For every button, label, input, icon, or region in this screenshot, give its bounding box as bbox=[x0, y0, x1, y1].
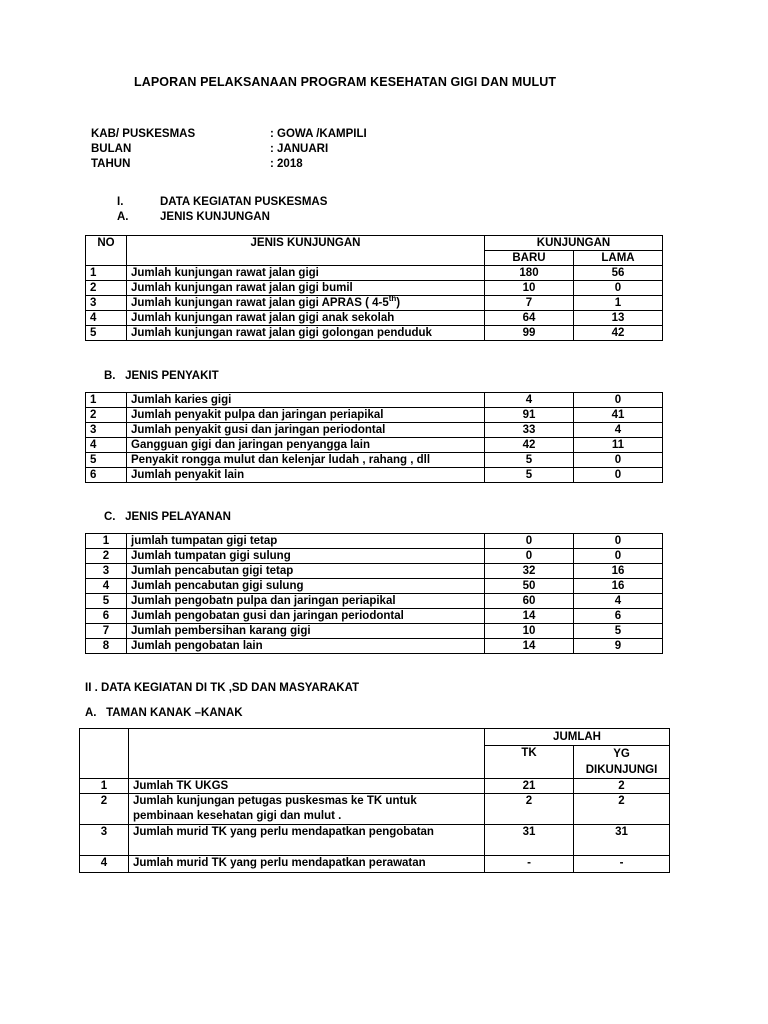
row-label bbox=[127, 296, 485, 311]
section-2-title: II . DATA KEGIATAN DI TK ,SD DAN MASYARAKAT bbox=[85, 682, 360, 694]
table-header-row bbox=[86, 236, 663, 251]
row-no: 4 bbox=[86, 311, 127, 326]
row-baru: 4 bbox=[485, 393, 574, 408]
table-header-row bbox=[80, 729, 670, 746]
row-baru: 0 bbox=[485, 534, 574, 549]
row-baru: 5 bbox=[485, 468, 574, 483]
row-label-text: Jumlah kunjungan rawat jalan gigi APRAS ( 4-5 bbox=[131, 297, 389, 309]
row-baru: 7 bbox=[485, 296, 574, 311]
section-b-title: B. JENIS PENYAKIT bbox=[104, 370, 219, 382]
table-row bbox=[86, 438, 663, 453]
table-row bbox=[86, 408, 663, 423]
row-no: 2 bbox=[86, 549, 127, 564]
table-row bbox=[86, 468, 663, 483]
header-kunjungan: KUNJUNGAN bbox=[485, 236, 663, 251]
table-row bbox=[86, 296, 663, 311]
row-label: Jumlah tumpatan gigi sulung bbox=[127, 549, 485, 564]
row-baru: 10 bbox=[485, 624, 574, 639]
table-row bbox=[86, 453, 663, 468]
row-lama: 5 bbox=[574, 624, 663, 639]
row-baru: 91 bbox=[485, 408, 574, 423]
table-row bbox=[86, 549, 663, 564]
row-label: Jumlah kunjungan rawat jalan gigi bumil bbox=[127, 281, 485, 296]
penyakit-table bbox=[85, 392, 663, 483]
row-label: Jumlah penyakit lain bbox=[127, 468, 485, 483]
row-label: Penyakit rongga mulut dan kelenjar ludah , rahang , dll bbox=[127, 453, 485, 468]
row-baru: 33 bbox=[485, 423, 574, 438]
header-empty-no bbox=[80, 729, 129, 779]
row-lama: 42 bbox=[574, 326, 663, 341]
row-label: Jumlah kunjungan rawat jalan gigi golongan penduduk bbox=[127, 326, 485, 341]
row-lama: 0 bbox=[574, 393, 663, 408]
row-lama: 0 bbox=[574, 281, 663, 296]
row-yg: 2 bbox=[574, 779, 670, 794]
row-lama: 9 bbox=[574, 639, 663, 654]
header-lama: LAMA bbox=[574, 251, 663, 266]
row-label-superscript: th bbox=[388, 295, 397, 304]
row-label-end: ) bbox=[396, 297, 401, 309]
section-tk-title: A. TAMAN KANAK –KANAK bbox=[85, 707, 243, 719]
table-row bbox=[86, 326, 663, 341]
row-label: jumlah tumpatan gigi tetap bbox=[127, 534, 485, 549]
row-lama: 41 bbox=[574, 408, 663, 423]
row-baru: 5 bbox=[485, 453, 574, 468]
row-no: 4 bbox=[80, 856, 129, 873]
row-no: 1 bbox=[86, 266, 127, 281]
row-baru: 14 bbox=[485, 639, 574, 654]
table-row bbox=[86, 281, 663, 296]
row-label: Jumlah penyakit gusi dan jaringan periodontal bbox=[127, 423, 485, 438]
row-no: 3 bbox=[86, 423, 127, 438]
row-label: Jumlah kunjungan rawat jalan gigi bbox=[127, 266, 485, 281]
table-row bbox=[86, 266, 663, 281]
header-jumlah: JUMLAH bbox=[485, 729, 670, 746]
info-label-puskesmas: KAB/ PUSKESMAS bbox=[91, 128, 196, 140]
row-lama: 16 bbox=[574, 564, 663, 579]
row-lama: 1 bbox=[574, 296, 663, 311]
row-baru: 32 bbox=[485, 564, 574, 579]
row-lama: 13 bbox=[574, 311, 663, 326]
row-baru: 10 bbox=[485, 281, 574, 296]
section-a-number: A. bbox=[117, 211, 129, 223]
row-lama: 0 bbox=[574, 549, 663, 564]
info-label-bulan: BULAN bbox=[91, 143, 132, 155]
row-baru: 50 bbox=[485, 579, 574, 594]
table-row bbox=[80, 856, 670, 873]
row-yg: - bbox=[574, 856, 670, 873]
section-1-title: DATA KEGIATAN PUSKESMAS bbox=[160, 196, 328, 208]
row-baru: 42 bbox=[485, 438, 574, 453]
row-label: Jumlah penyakit pulpa dan jaringan periapikal bbox=[127, 408, 485, 423]
row-label: Jumlah murid TK yang perlu mendapatkan pengobatan bbox=[129, 825, 485, 856]
row-tk: 31 bbox=[485, 825, 574, 856]
row-lama: 6 bbox=[574, 609, 663, 624]
header-yg-dikunjungi: YG DIKUNJUNGI bbox=[574, 746, 670, 779]
info-value-bulan: : JANUARI bbox=[270, 143, 329, 155]
row-lama: 56 bbox=[574, 266, 663, 281]
tk-table bbox=[79, 728, 670, 873]
row-no: 5 bbox=[86, 594, 127, 609]
table-row bbox=[86, 609, 663, 624]
row-label: Jumlah pengobatan gusi dan jaringan periodontal bbox=[127, 609, 485, 624]
row-label: Jumlah kunjungan rawat jalan gigi anak sekolah bbox=[127, 311, 485, 326]
table-row bbox=[86, 534, 663, 549]
section-a-title: JENIS KUNJUNGAN bbox=[160, 211, 270, 223]
row-lama: 0 bbox=[574, 534, 663, 549]
row-label: Jumlah kunjungan petugas puskesmas ke TK untuk pembinaan kesehatan gigi dan mulut . bbox=[129, 794, 485, 825]
row-lama: 16 bbox=[574, 579, 663, 594]
row-baru: 60 bbox=[485, 594, 574, 609]
row-label: Jumlah pengobatan lain bbox=[127, 639, 485, 654]
row-baru: 0 bbox=[485, 549, 574, 564]
table-row bbox=[86, 639, 663, 654]
row-tk: 21 bbox=[485, 779, 574, 794]
row-label: Jumlah pengobatn pulpa dan jaringan periapikal bbox=[127, 594, 485, 609]
info-label-tahun: TAHUN bbox=[91, 158, 131, 170]
row-no: 1 bbox=[80, 779, 129, 794]
row-tk: 2 bbox=[485, 794, 574, 825]
row-label: Jumlah pencabutan gigi tetap bbox=[127, 564, 485, 579]
table-row bbox=[86, 564, 663, 579]
table-row bbox=[86, 579, 663, 594]
row-baru: 14 bbox=[485, 609, 574, 624]
kunjungan-table bbox=[85, 235, 663, 341]
row-tk: - bbox=[485, 856, 574, 873]
row-label: Jumlah karies gigi bbox=[127, 393, 485, 408]
info-value-tahun: : 2018 bbox=[270, 158, 303, 170]
header-empty-label bbox=[129, 729, 485, 779]
row-no: 2 bbox=[86, 281, 127, 296]
row-no: 5 bbox=[86, 453, 127, 468]
row-no: 6 bbox=[86, 609, 127, 624]
table-row bbox=[80, 779, 670, 794]
row-no: 3 bbox=[86, 296, 127, 311]
row-no: 1 bbox=[86, 534, 127, 549]
pelayanan-table bbox=[85, 533, 663, 654]
row-no: 8 bbox=[86, 639, 127, 654]
info-value-puskesmas: : GOWA /KAMPILI bbox=[270, 128, 367, 140]
row-no: 6 bbox=[86, 468, 127, 483]
row-yg: 2 bbox=[574, 794, 670, 825]
row-lama: 4 bbox=[574, 423, 663, 438]
document-title: LAPORAN PELAKSANAAN PROGRAM KESEHATAN GIGI DAN MULUT bbox=[134, 75, 557, 89]
row-label: Jumlah pencabutan gigi sulung bbox=[127, 579, 485, 594]
row-no: 7 bbox=[86, 624, 127, 639]
row-no: 4 bbox=[86, 438, 127, 453]
row-no: 5 bbox=[86, 326, 127, 341]
row-no: 4 bbox=[86, 579, 127, 594]
row-yg: 31 bbox=[574, 825, 670, 856]
row-baru: 180 bbox=[485, 266, 574, 281]
row-no: 2 bbox=[80, 794, 129, 825]
row-label: Jumlah murid TK yang perlu mendapatkan perawatan bbox=[129, 856, 485, 873]
row-label: Jumlah pembersihan karang gigi bbox=[127, 624, 485, 639]
header-tk: TK bbox=[485, 746, 574, 779]
row-baru: 99 bbox=[485, 326, 574, 341]
table-row bbox=[86, 423, 663, 438]
row-lama: 0 bbox=[574, 468, 663, 483]
row-lama: 4 bbox=[574, 594, 663, 609]
section-1-number: I. bbox=[117, 196, 124, 208]
row-label: Gangguan gigi dan jaringan penyangga lain bbox=[127, 438, 485, 453]
table-row bbox=[86, 393, 663, 408]
row-no: 2 bbox=[86, 408, 127, 423]
row-lama: 0 bbox=[574, 453, 663, 468]
table-row bbox=[86, 594, 663, 609]
row-baru: 64 bbox=[485, 311, 574, 326]
row-no: 3 bbox=[86, 564, 127, 579]
row-label: Jumlah TK UKGS bbox=[129, 779, 485, 794]
table-row bbox=[80, 825, 670, 856]
table-row bbox=[86, 624, 663, 639]
header-jenis-kunjungan: JENIS KUNJUNGAN bbox=[127, 236, 485, 266]
table-row bbox=[80, 794, 670, 825]
header-baru: BARU bbox=[485, 251, 574, 266]
row-lama: 11 bbox=[574, 438, 663, 453]
section-c-title: C. JENIS PELAYANAN bbox=[104, 511, 231, 523]
header-no: NO bbox=[86, 236, 127, 266]
row-no: 1 bbox=[86, 393, 127, 408]
table-row bbox=[86, 311, 663, 326]
row-no: 3 bbox=[80, 825, 129, 856]
